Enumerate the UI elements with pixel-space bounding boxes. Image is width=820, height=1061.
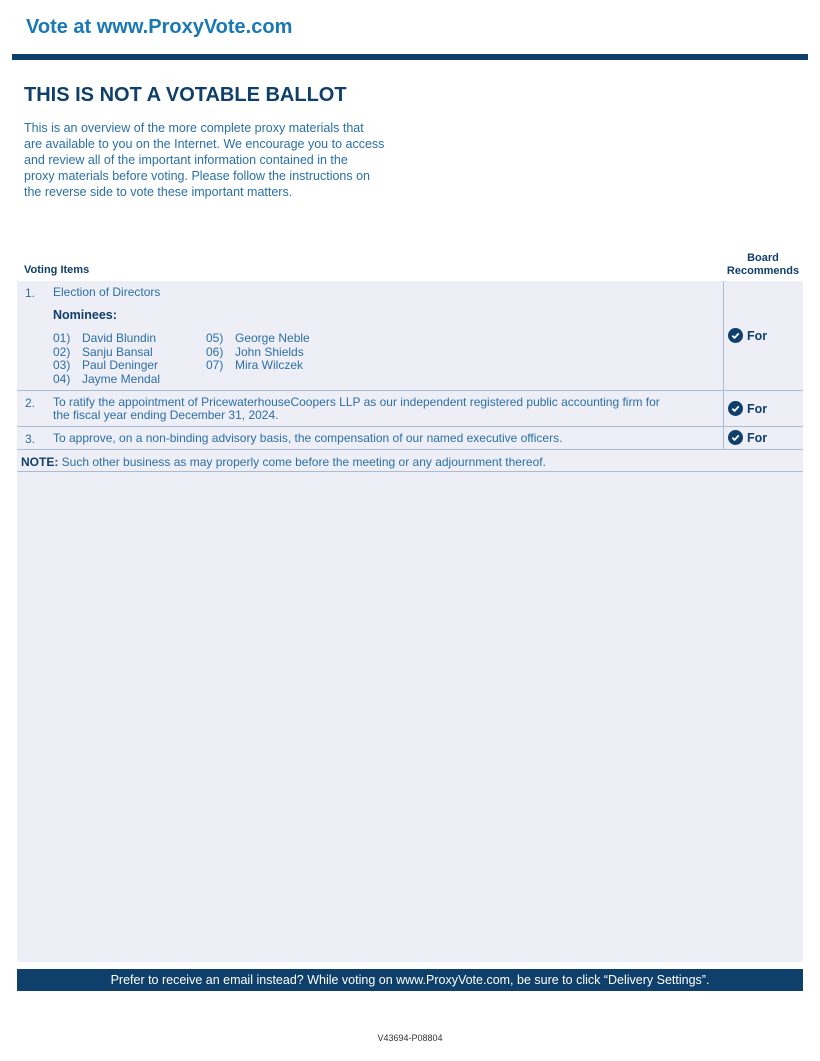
nominee-list-left xyxy=(53,332,160,386)
recommendation-for xyxy=(728,401,767,416)
voting-items-panel xyxy=(17,281,803,962)
voting-item-row-3 xyxy=(17,427,803,450)
item-text-line: To ratify the appointment of PricewaterhouseCoopers LLP as our independent registered public accounting firm for xyxy=(53,395,660,409)
email-delivery-banner: Prefer to receive an email instead? While voting on www.ProxyVote.com, be sure to click “Delivery Settings”. xyxy=(17,969,803,991)
recommendation-cell xyxy=(723,427,803,449)
note-label: NOTE: xyxy=(21,455,59,469)
header-divider-bar xyxy=(12,54,808,60)
recommends-header-line: Recommends xyxy=(726,265,800,277)
voting-items-header: Voting Items xyxy=(24,264,90,276)
item-text: To approve, on a non-binding advisory basis, the compensation of our named executive officers. xyxy=(53,431,563,445)
nominee-item: 03) Paul Deninger xyxy=(53,358,159,372)
item-text xyxy=(53,396,660,422)
nominee-item: 04) Jayme Mendal xyxy=(53,371,161,386)
nominee-item: 02) Sanju Bansal xyxy=(53,344,153,359)
item-text-line: the fiscal year ending December 31, 2024. xyxy=(53,408,279,422)
item-text: Election of Directors xyxy=(53,285,161,299)
recommendation-cell xyxy=(723,391,803,426)
document-control-code: V43694-P08804 xyxy=(377,1033,443,1043)
intro-line: and review all of the important information contained in the xyxy=(24,153,348,167)
voting-item-row-2 xyxy=(17,391,803,427)
recommendation-label: For xyxy=(747,401,768,416)
recommendation-label: For xyxy=(747,328,768,343)
item-number: 1. xyxy=(25,286,36,300)
checkmark-icon xyxy=(728,328,743,343)
item-number: 3. xyxy=(25,432,36,446)
note-row xyxy=(17,450,803,472)
recommendation-label: For xyxy=(747,430,768,445)
nominee-item: 05) George Neble xyxy=(206,331,310,345)
recommendation-for xyxy=(728,328,767,343)
checkmark-icon xyxy=(728,401,743,416)
nominee-list-right xyxy=(206,332,310,373)
nominee-item: 06) John Shields xyxy=(206,344,304,359)
board-header-line: Board xyxy=(747,252,779,264)
intro-line: proxy materials before voting. Please follow the instructions on xyxy=(24,169,371,183)
item-number: 2. xyxy=(25,396,36,410)
voting-item-row-1 xyxy=(17,281,803,391)
recommendation-for xyxy=(728,430,767,445)
checkmark-icon xyxy=(728,430,743,445)
note-text xyxy=(21,455,546,469)
nominee-item: 01) David Blundin xyxy=(53,331,157,345)
proxyvote-header-title: Vote at www.ProxyVote.com xyxy=(26,16,293,38)
ballot-title: THIS IS NOT A VOTABLE BALLOT xyxy=(24,84,347,106)
intro-line: the reverse side to vote these important matters. xyxy=(24,185,293,199)
nominees-label: Nominees: xyxy=(53,308,117,322)
note-body: Such other business as may properly come before the meeting or any adjournment thereof. xyxy=(58,455,546,469)
intro-paragraph xyxy=(24,120,404,200)
recommendation-cell xyxy=(723,281,803,390)
nominee-item: 07) Mira Wilczek xyxy=(206,358,303,372)
intro-line: are available to you on the Internet. We encourage you to access xyxy=(24,137,385,151)
board-recommends-header xyxy=(722,252,804,278)
intro-line: This is an overview of the more complete proxy materials that xyxy=(24,121,364,135)
